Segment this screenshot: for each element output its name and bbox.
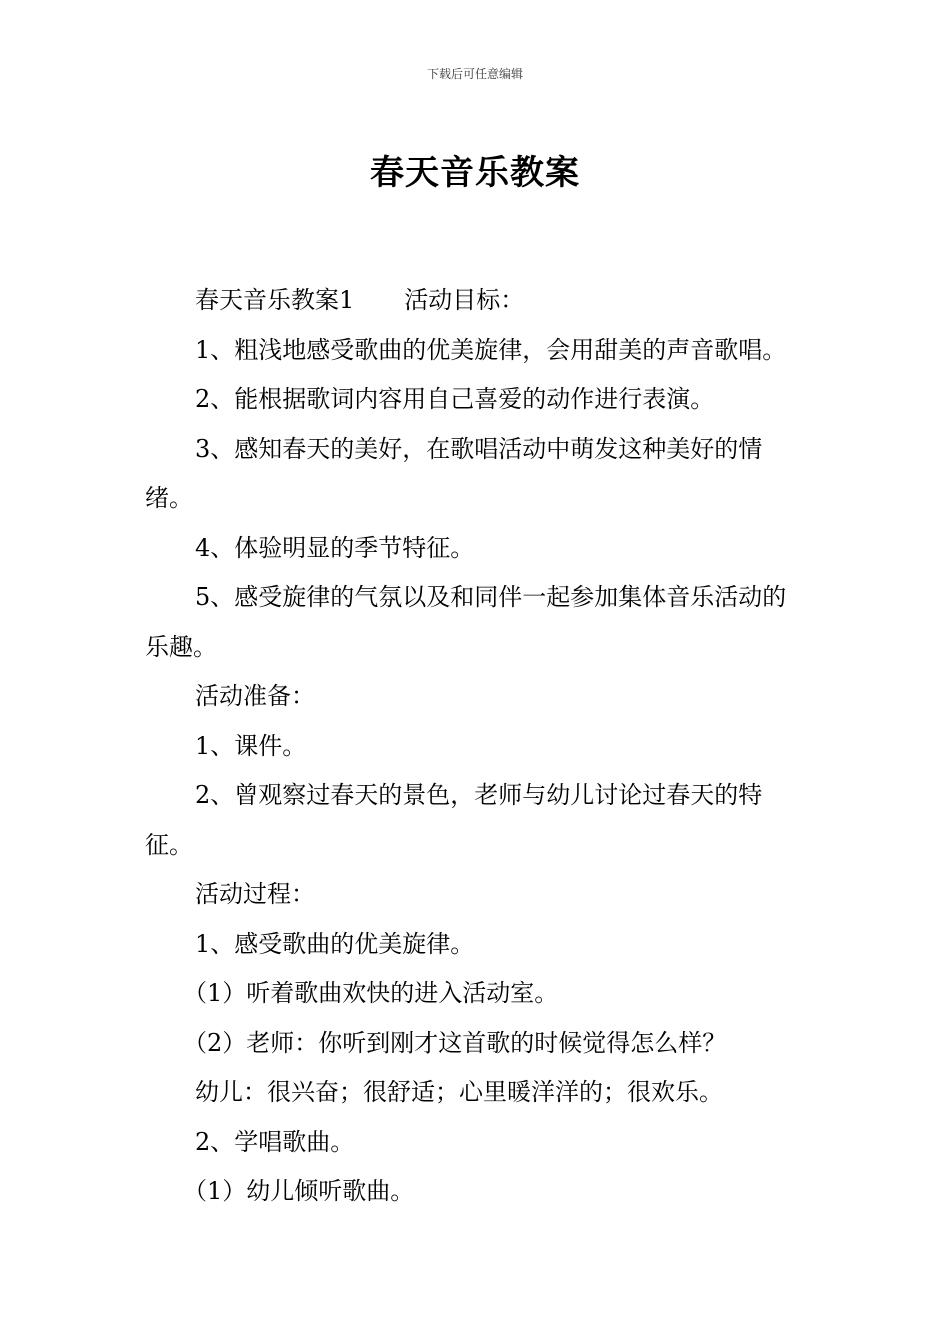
paragraph: 2、能根据歌词内容用自己喜爱的动作进行表演。 bbox=[195, 385, 715, 413]
paragraph: 5、感受旋律的气氛以及和同伴一起参加集体音乐活动的乐趣。 bbox=[145, 583, 787, 661]
paragraph: 2、曾观察过春天的景色，老师与幼儿讨论过春天的特征。 bbox=[145, 781, 763, 859]
paragraph: （1）幼儿倾听歌曲。 bbox=[183, 1177, 415, 1205]
paragraph: （1）听着歌曲欢快的进入活动室。 bbox=[183, 979, 559, 1007]
paragraph: 1、感受歌曲的优美旋律。 bbox=[195, 929, 475, 958]
document-title: 春天音乐教案 bbox=[370, 152, 580, 193]
document-body bbox=[145, 276, 810, 1217]
paragraph: 2、学唱歌曲。 bbox=[195, 1127, 355, 1156]
section-heading-process: 活动过程： bbox=[195, 880, 315, 908]
paragraph: 1、粗浅地感受歌曲的优美旋律，会用甜美的声音歌唱。 bbox=[195, 335, 787, 364]
paragraph-intro bbox=[145, 276, 810, 326]
paragraph: 3、感知春天的美好，在歌唱活动中萌发这种美好的情绪。 bbox=[145, 434, 763, 512]
paragraph: （2）老师：你听到刚才这首歌的时候觉得怎么样？ bbox=[183, 1028, 727, 1057]
paragraph: 幼儿：很兴奋；很舒适；心里暖洋洋的；很欢乐。 bbox=[195, 1078, 723, 1106]
header-note: 下载后可任意编辑 bbox=[426, 67, 523, 81]
section-heading-preparation: 活动准备： bbox=[195, 682, 315, 710]
lesson-heading: 春天音乐教案1 bbox=[195, 286, 355, 314]
section-heading-goals: 活动目标： bbox=[404, 286, 525, 314]
paragraph: 1、课件。 bbox=[195, 731, 307, 760]
paragraph: 4、体验明显的季节特征。 bbox=[195, 533, 475, 562]
